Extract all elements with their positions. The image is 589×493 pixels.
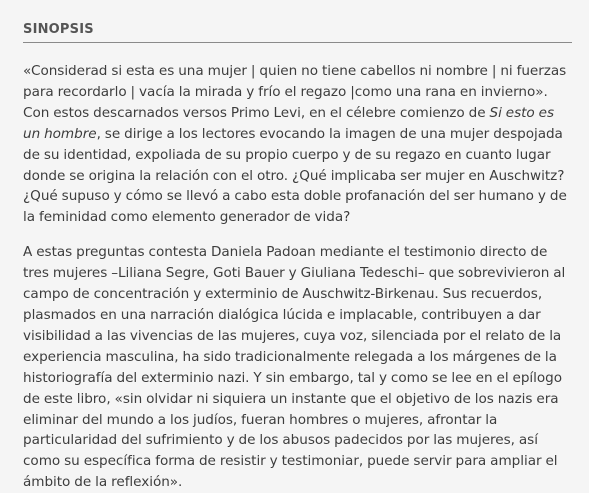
paragraph-1-text-end: , se dirige a los lectores evocando la imagen de una mujer despojada de su identidad, expoliada de su propio cuerpo y de su regazo en cuanto lugar donde se origina la relación con el otro. ¿Qué implicaba ser mujer en Auschwitz? ¿Qué supuso y cómo se llevó a cabo esta doble profanación del ser humano y de la feminidad como elemento generador de vida? — [23, 125, 567, 226]
book-title: Si esto es un hombre — [23, 104, 554, 142]
paragraph-1-text-start: «Considerad si esta es una mujer | quien no tiene cabellos ni nombre | ni fuerzas para recordarlo | vacía la mirada y frío el regazo |como una rana en invierno». Con estos descarnados versos Primo Levi, en el célebre comienzo de — [23, 63, 567, 121]
section-title: SINOPSIS — [23, 22, 572, 43]
synopsis-paragraph-2: A estas preguntas contesta Daniela Padoan mediante el testimonio directo de tres mujeres –Liliana Segre, Goti Bauer y Giuliana Tedeschi– que sobrevivieron al campo de concentración y exterminio de Auschwitz-Birkenau. Sus recuerdos, plasmados en una narración dialógica lúcida e implacable, contribuyen a dar visibilidad a las vivencias de las mujeres, cuya voz, silenciada por el relato de la experiencia masculina, ha sido tradicionalmente relegada a los márgenes de la historiografía del exterminio nazi. Y sin embargo, tal y como se lee en el epílogo de este libro, «sin olvidar ni siquiera un instante que el objetivo de los nazis era eliminar del mundo a los judíos, fueran hombres o mujeres, afrontar la particularidad del sufrimiento y de los abusos padecidos por las mujeres, así como su específica forma de resistir y testimoniar, puede servir para ampliar el ámbito de la reflexión». — [23, 244, 566, 491]
synopsis-body — [23, 61, 575, 493]
synopsis-paragraph-1 — [23, 61, 575, 228]
